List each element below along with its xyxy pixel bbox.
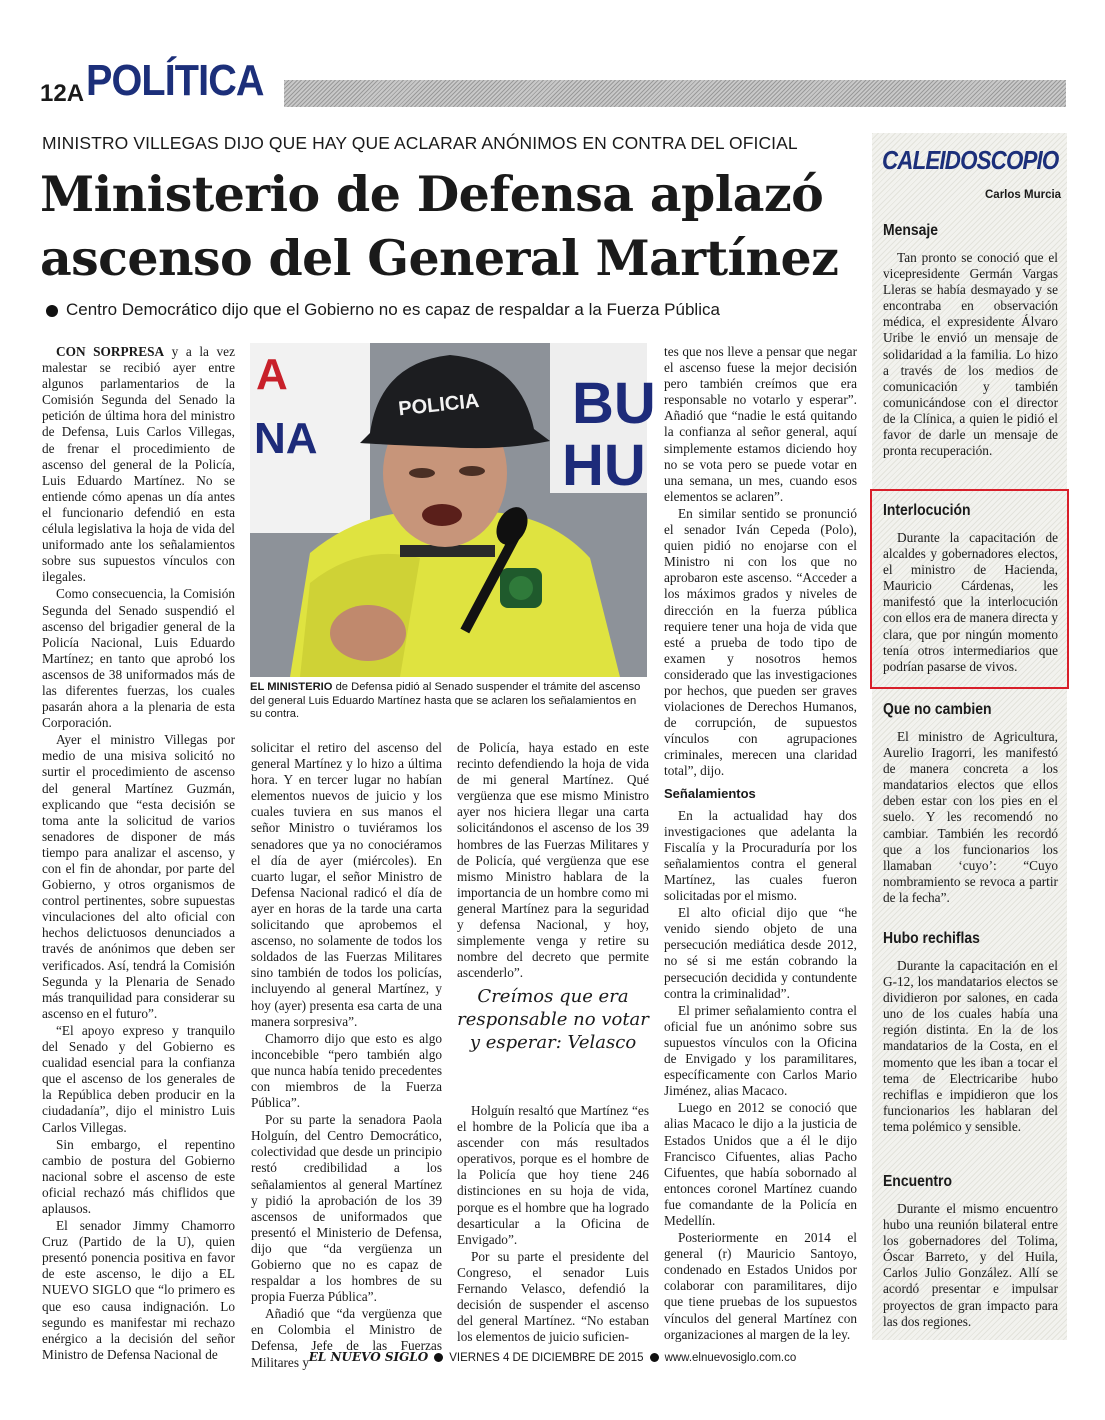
deck-text: Centro Democrático dijo que el Gobierno no es capaz de respaldar a la Fuerza Pública xyxy=(66,300,720,319)
article-column-1 xyxy=(42,344,235,1364)
paragraph: Tan pronto se conoció que el vicepresidente Germán Vargas Lleras se había desmayado y se encontraba en observación médica, el expresidente Álvaro Uribe le envió un mensaje de solidaridad a la familia. Lo hizo a través de los medios de comunicación y también comunicándose con el director de la Clínica, a quien le pidió el favor de darle un mensaje de pronta recuperación. xyxy=(883,250,1058,459)
paragraph: Chamorro dijo que esto es algo inconcebible “pero también algo que nunca había tenido precedentes con miembros de la Fuerza Pública”. xyxy=(251,1030,442,1111)
paragraph: Durante la capacitación de alcaldes y gobernadores electos, el ministro de Hacienda, Mauricio Cárdenas, les manifestó que la interlocución con ellos era de manera directa y clara, que por ningún momento tenía otros intermediarios que podrían pasarse de vivos. xyxy=(883,530,1058,674)
paragraph xyxy=(42,344,235,585)
sidebar-heading-encuentro: Encuentro xyxy=(883,1173,952,1190)
lead-in: CON SORPRESA xyxy=(56,344,165,359)
caption-lead: EL MINISTERIO xyxy=(250,681,333,693)
paragraph: “El apoyo expreso y tranquilo del Senado y del Gobierno es cualidad esencial para la confianza que el ascenso de los generales de la República deben producir en la ciudadanía”, dijo el ministro Luis Carlos Villegas. xyxy=(42,1022,235,1135)
article-column-4 xyxy=(664,344,857,1344)
cap-label: POLICIA xyxy=(397,389,481,421)
bullet-icon xyxy=(650,1353,659,1362)
photo-general-martinez xyxy=(250,343,656,677)
paragraph: El alto oficial dijo que “he venido siendo objeto de una persecución mediática desde 2012, no sé si me están cobrando la persecución decidida y contundente contra la criminalidad”. xyxy=(664,905,857,1001)
article-photo xyxy=(250,343,656,677)
article-column-3-bottom xyxy=(457,1103,649,1346)
paragraph: En la actualidad hay dos investigaciones que adelanta la Fiscalía y la Procuraduría por los señalamientos contra el general Martínez, las cuales fueron solicitadas por el mismo. xyxy=(664,807,857,904)
paragraph: Por su parte el presidente del Congreso, el senador Luis Fernando Velasco, defendió la decisión de suspender el ascenso del general Martínez. “No estaban los elementos de juicio suficien- xyxy=(457,1248,649,1345)
headline-line-1: Ministerio de Defensa aplazó xyxy=(40,165,824,223)
bullet-icon xyxy=(46,305,58,317)
paragraph: de Policía, haya estado en este recinto defendiendo la hoja de vida de mi general Martínez. Qué vergüenza que ese mismo Ministro ayer nos hiciera llegar una carta solicitándonos el ascenso de los 39 hombres de las Fuerzas Militares y de Policía, qué vergüenza que ese mismo Ministro hablara de la importancia de un hombre como mi general Martínez para la seguridad y defensa Nacional, y hoy, simplemente venga y retire su nombre del decreto que permite ascenderlo”. xyxy=(457,740,649,981)
article-column-2 xyxy=(251,740,442,1372)
footer-brand: EL NUEVO SIGLO xyxy=(308,1350,429,1364)
sidebar-title: CALEIDOSCOPIO xyxy=(882,145,1059,175)
paragraph: Como consecuencia, la Comisión Segunda del Senado suspendió el ascenso del brigadier general de la Policía Nacional, Luis Eduardo Martínez; en tanto que aprobó los ascensos de 38 uniformados más de las diferentes fuerzas, los cuales pasarán ahora a la plenaria de esta Corporación. xyxy=(42,586,235,731)
backdrop-letters: BU xyxy=(572,371,656,436)
backdrop-letters: A xyxy=(256,350,288,399)
paragraph: Holguín resaltó que Martínez “es el hombre de la Policía que iba a ascender con más resultados operativos, porque es el hombre de la Policía que hoy tiene 246 distinciones en su hoja de vida, porque es el hombre que ha logrado desarticular a la Oficina de Envigado”. xyxy=(457,1103,649,1247)
paragraph: El ministro de Agricultura, Aurelio Iragorri, les manifestó de manera concreta a los mandatarios electos que ellos deben estar con los pies en el suelo. Y les recomendó no cambiar. También les recordó que a los funcionarios los llamaban ‘cuyo’: “Cuyo nombramiento se revoca a partir de la fecha”. xyxy=(883,729,1058,905)
highlight-box xyxy=(870,489,1069,689)
paragraph: Durante el mismo encuentro hubo una reunión bilateral entre los gobernadores del Tolima, Óscar Barreto, y del Huila, Carlos Julio González. Allí se acordó presentar e impulsar proyectos de gran impacto para las dos regiones. xyxy=(883,1201,1058,1329)
article-headline xyxy=(40,162,860,290)
article-column-3-top xyxy=(457,740,649,982)
paragraph: tes que nos lleve a pensar que negar el ascenso fuese la mejor decisión pero también creímos que era responsable no votarlo y esperar”. Añadió que “nadie le está quitando la confianza al señor general, aquí simplemente estamos diciendo hoy no se vota pero se puede votar en una semana, un mes, cuando esos elementos se aclaren”. xyxy=(664,344,857,504)
header-rule xyxy=(284,80,1066,107)
footer-website[interactable]: www.elnuevosiglo.com.co xyxy=(664,1352,797,1364)
paragraph: El senador Jimmy Chamorro Cruz (Partido de la U), quien presentó ponencia positiva en favor de este ascenso, le dijo a EL NUEVO SIGLO que “lo primero es que eso causa indignación. Lo segundo es manifestar mi rechazo enérgico a la decisión del señor Ministro de Defensa Nacional de xyxy=(42,1218,235,1362)
article-deck xyxy=(46,300,720,320)
subhead: Señalamientos xyxy=(664,785,756,801)
paragraph: solicitar el retiro del ascenso del general Martínez y lo hizo a última hora. Y en tercer lugar no habían elementos nuevos de juicio y los cuales tuviera en sus manos el señor Ministro o tuviéramos los senadores que ya no conociéramos el día de ayer (miércoles). En cuarto lugar, el señor Ministro de Defensa Nacional radicó el día de ayer en horas de la tarde una carta solicitando que aprobemos el ascenso, no solamente de todos los soldados de las Fuerzas Militares sino también de todos los policías, incluyendo al general Martínez, y hoy (ayer) presenta esa carta de una manera sorpresiva”. xyxy=(251,740,442,1029)
headline-line-2: ascenso del General Martínez xyxy=(40,229,839,287)
page-number: 12A xyxy=(40,80,85,107)
sidebar-text-hubo-rechiflas xyxy=(883,958,1058,1135)
paragraph-text: y a la vez malestar se recibió ayer entre algunos parlamentarios de la Comisión Segunda del Senado la petición de última hora del ministro de Defensa, Luis Carlos Villegas, de frenar el procedimiento de ascenso del general de la Policía, Luis Eduardo Martínez. No se entiende cómo apenas un día antes el funcionario defendió en esta célula legislativa la hoja de vida del uniformado ante los señalamientos sobre sus supuestos vínculos con ilegales. xyxy=(42,344,235,585)
sidebar-heading-interlocucion: Interlocución xyxy=(883,502,971,519)
paragraph: Por su parte la senadora Paola Holguín, del Centro Democrático, colectividad que desde un principio restó credibilidad a los señalamientos al general Martínez y pidió la aprobación de los 39 ascensos de uniformados que presentó el Ministerio de Defensa, dijo que “da vergüenza un Gobierno que no es capaz de respaldar a los hombres de su propia Fuerza Pública”. xyxy=(251,1112,442,1305)
caption-text: de Defensa pidió al Senado suspender el trámite del ascenso del general Luis Eduardo Martínez hasta que se aclaren los señalamientos en su contra. xyxy=(250,681,641,721)
backdrop-letters: NA xyxy=(254,414,318,463)
sidebar-heading-hubo-rechiflas: Hubo rechiflas xyxy=(883,930,980,947)
footer-date: VIERNES 4 DE DICIEMBRE DE 2015 xyxy=(449,1352,644,1364)
article-kicker: MINISTRO VILLEGAS DIJO QUE HAY QUE ACLARAR ANÓNIMOS EN CONTRA DEL OFICIAL xyxy=(42,133,798,153)
page-footer xyxy=(0,1350,1105,1364)
paragraph: Durante la capacitación en el G-12, los mandatarios electos se dividieron por salones, en cada uno de los cuales había una región distinta. En la de los mandatarios de la Costa, en el momento que les iban a tocar el tema de Electricaribe hubo rechiflas e impidieron que los funcionarios les hablaran del tema polémico y sensible. xyxy=(883,958,1058,1134)
sidebar-text-encuentro xyxy=(883,1201,1058,1330)
paragraph: En similar sentido se pronunció el senador Iván Cepeda (Polo), quien pidió no enojarse con el Ministro ni con los que no aprobaron este ascenso. “Acceder a los máximos grados y niveles de dirección en la fuerza pública requiere tener una hoja de vida que esté a prueba de todo tipo de examen y nosotros hemos considerado que las investigaciones por hechos, que pueden ser graves violaciones de Derechos Humanos, de corrupción, de supuestos vínculos con agrupaciones criminales, merecen una claridad total”, dijo. xyxy=(664,505,857,779)
pull-quote: Creímos que era responsable no votar y esperar: Velasco xyxy=(457,986,649,1053)
backdrop-letters: HU xyxy=(562,433,646,498)
paragraph: El primer señalamiento contra el oficial fue un anónimo sobre sus supuestos vínculos con la Oficina de Envigado y los paramilitares, específicamente con Carlos Mario Jiménez, alias Macaco. xyxy=(664,1002,857,1099)
sidebar-text-que-no-cambien xyxy=(883,729,1058,906)
photo-caption xyxy=(250,681,647,722)
section-title: POLÍTICA xyxy=(86,56,264,105)
paragraph: Sin embargo, el repentino cambio de postura del Gobierno nacional sobre el ascenso de este oficial rechazó más chiflidos que aplausos. xyxy=(42,1136,235,1216)
paragraph: Ayer el ministro Villegas por medio de una misiva solicitó no surtir el procedimiento de ascenso del general Martínez Guzmán, explicando que “esta decisión se toma ante la solicitud de varios senadores de disponer de más tiempo para analizar el ascenso, y con el fin de ahondar, por parte del Gobierno, y otros organismos de control pertinentes, sobre supuestas vinculaciones del alto oficial con hechos delictuosos denunciados a través de anónimos que deben ser verificados. Así, tendrá la Comisión Segunda y la Plenaria de Senado más tranquilidad para considerar su ascenso en el futuro”. xyxy=(42,732,235,1021)
paragraph: Posteriormente en 2014 el general (r) Mauricio Santoyo, condenado en Estados Unidos por colaborar con paramilitares, dijo que tiene pruebas de los supuestos vínculos del general Martínez con organizaciones al margen de la ley. xyxy=(664,1230,857,1342)
sidebar-heading-mensaje: Mensaje xyxy=(883,222,939,239)
paragraph: Añadió que “da vergüenza que en Colombia el Ministro de Defensa, Jefe de las Fuerzas Militares y xyxy=(251,1306,442,1370)
sidebar-heading-que-no-cambien: Que no cambien xyxy=(883,701,992,718)
paragraph: Luego en 2012 se conoció que alias Macaco le dijo a la justicia de Estados Unidos que a él le dijo Francisco Cifuentes, alias Pacho Cifuentes, que había sobornado al entonces coronel Martínez cuando fue comandante de la Policía en Medellín. xyxy=(664,1100,857,1228)
sidebar-author: Carlos Murcia xyxy=(985,189,1062,201)
bullet-icon xyxy=(434,1353,443,1362)
sidebar-text-mensaje xyxy=(883,250,1058,459)
